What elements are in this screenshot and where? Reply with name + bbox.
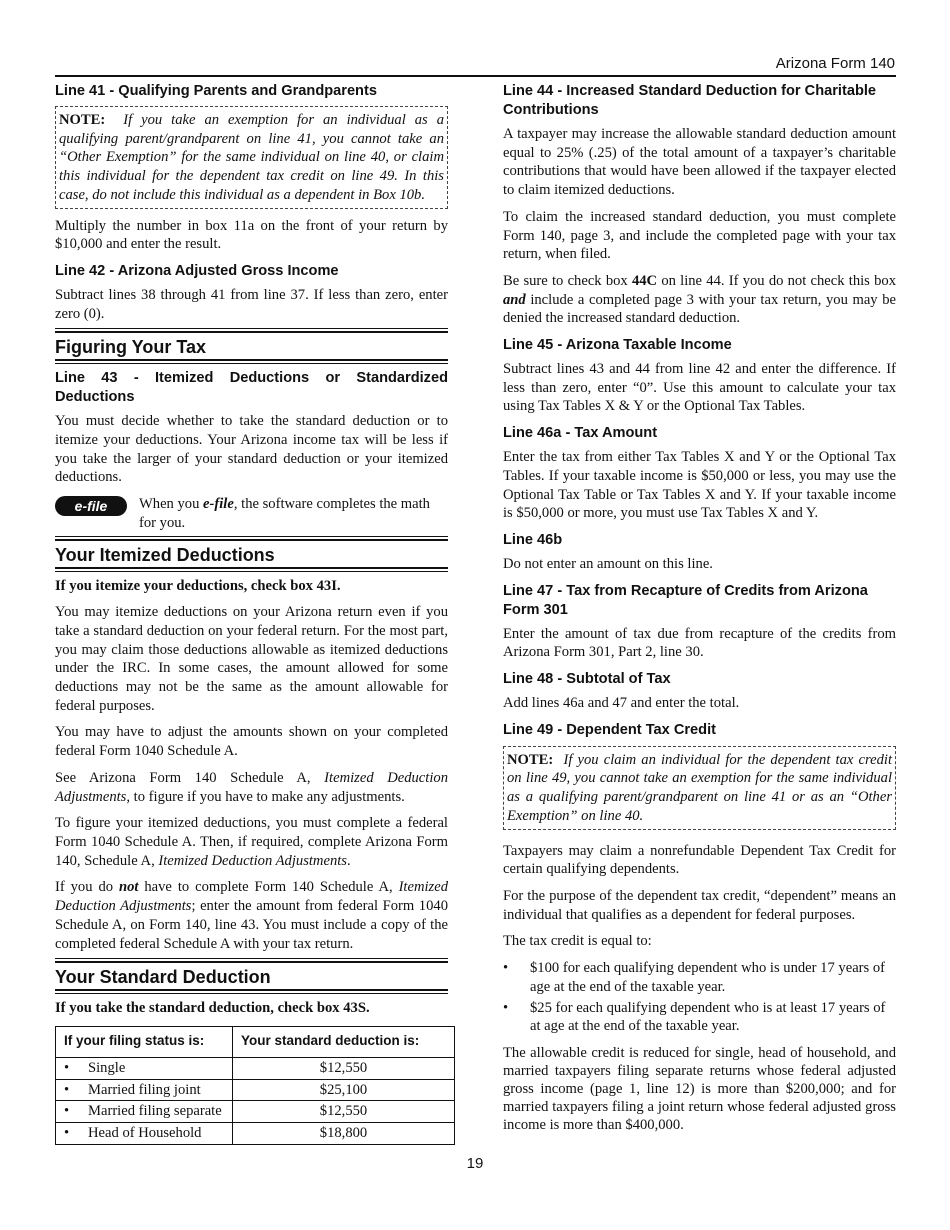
- line41-heading: Line 41 - Qualifying Parents and Grandparents: [55, 83, 377, 99]
- line46a-heading: Line 46a - Tax Amount: [503, 425, 658, 442]
- line43-text: You must decide whether to take the standard deduction or to itemize your deductions. Your Arizona income tax will be less if you take the larger of your standard deduction or your itemized deductions.: [55, 413, 448, 486]
- line47-heading: Line 47 - Tax from Recapture of Credits from Arizona Form 301: [503, 582, 868, 618]
- line46b-heading: Line 46b: [503, 531, 563, 548]
- line45-text: Subtract lines 43 and 44 from line 42 and enter the difference. If less than zero, enter “0”. Use this amount to calculate your tax using Tax Tables X & Y or the Optional Tax Tables.: [503, 361, 896, 415]
- line49-heading: Line 49 - Dependent Tax Credit: [503, 721, 716, 738]
- itemized-paragraph-5: If you do not have to complete Form 140 Schedule A, Itemized Deduction Adjustments; enter the amount from federal Form 1040 Schedule A, on Form 140, line 43. You must include a copy of the completed federal Schedule A with your tax return.: [55, 879, 449, 952]
- line41-text: Multiply the number in box 11a on the front of your return by $10,000 and enter the result.: [55, 217, 448, 253]
- line46b-text: Do not enter an amount on this line.: [503, 555, 713, 572]
- line48-heading: Line 48 - Subtotal of Tax: [503, 671, 671, 688]
- note-label: NOTE:: [59, 112, 106, 128]
- table-header-row: [56, 1026, 455, 1057]
- note-text: If you claim an individual for the dependent tax credit on line 49, you cannot take an exemption for the same individual as a qualifying parent/grandparent on line 41 or as an “Other Exemption” on line 40.: [507, 751, 892, 824]
- table-row: [56, 1057, 455, 1079]
- line41-note: [55, 106, 448, 209]
- efile-callout: [55, 495, 448, 532]
- section-title: Your Itemized Deductions: [55, 544, 275, 565]
- itemized-paragraph-2: You may have to adjust the amounts shown on your completed federal Form 1040 Schedule A.: [55, 724, 448, 760]
- table-header-amount: Your standard deduction is:: [233, 1026, 455, 1057]
- line43-heading: Line 43 - Itemized Deductions or Standardized Deductions: [55, 370, 448, 406]
- itemized-paragraph-1: You may itemize deductions on your Arizona return even if you take a standard deduction on your federal return. For the most part, you may claim those deductions allowable as itemized deductions under the IRC. In some cases, the amount allowed for some deductions may not be the same as the amount allowable for federal purposes.: [55, 604, 448, 714]
- list-item: • $25 for each qualifying dependent who is at least 17 years of at age at the end of the taxable year.: [503, 999, 886, 1035]
- note-text: If you take an exemption for an individual as a qualifying parent/grandparent on line 41, you cannot take an “Other Exemption” for the same individual on line 40, or claim this individual for the dependent tax credit on line 49. In this case, do not include this individual as a dependent in Box 10b.: [59, 112, 445, 203]
- itemized-paragraph-4: To figure your itemized deductions, you must complete a federal Form 1040 Schedule A. Then, if required, complete Arizona Form 140, Schedule A, Itemized Deduction Adjustments.: [55, 815, 448, 869]
- line49-paragraph-2: For the purpose of the dependent tax credit, “dependent” means an individual that qualifies as a dependent for federal purposes.: [503, 887, 896, 923]
- section-figuring-your-tax: [55, 331, 448, 361]
- line47-text: Enter the amount of tax due from recapture of the credits from Arizona Form 301, Part 2, line 30.: [503, 625, 896, 661]
- efile-badge-icon: e-file: [55, 496, 127, 516]
- line48-text: Add lines 46a and 47 and enter the total.: [503, 695, 740, 712]
- page-number: 19: [466, 1155, 484, 1172]
- itemized-check-instruction: If you itemize your deductions, check box 43I.: [55, 577, 341, 594]
- section-itemized-deductions: [55, 539, 448, 569]
- line44-paragraph-3: Be sure to check box 44C on line 44. If you do not check this box and include a completed page 3 with your tax return, you may be denied the increased standard deduction.: [503, 272, 896, 327]
- line44-paragraph-2: To claim the increased standard deduction, you must complete Form 140, page 3, and include the completed page with your tax return, when filed.: [503, 208, 896, 263]
- line49-paragraph-3: The tax credit is equal to:: [503, 933, 652, 950]
- line49-paragraph-1: Taxpayers may claim a nonrefundable Dependent Tax Credit for certain qualifying dependents.: [503, 842, 896, 878]
- table-header-status: If your filing status is:: [56, 1026, 233, 1057]
- table-cell-status: • Head of Household: [56, 1123, 233, 1145]
- form-title: Arizona Form 140: [775, 55, 895, 72]
- header-rule: [55, 75, 896, 77]
- section-standard-deduction: [55, 961, 448, 991]
- note-label: NOTE:: [507, 751, 554, 768]
- line42-text: Subtract lines 38 through 41 from line 37. If less than zero, enter zero (0).: [55, 286, 448, 322]
- line42-heading: Line 42 - Arizona Adjusted Gross Income: [55, 262, 339, 279]
- table-cell-status: • Married filing separate: [56, 1101, 233, 1123]
- line45-heading: Line 45 - Arizona Taxable Income: [503, 337, 732, 354]
- credit-amount-list: [503, 959, 896, 1036]
- right-column: [503, 82, 896, 1142]
- line46a-text: Enter the tax from either Tax Tables X and Y or the Optional Tax Tables. If your taxable income is $50,000 or less, you may use the Optional Tax Table or Tax Tables X and Y. If your taxable income is $50,000 or more, you must use Tax Tables X and Y.: [503, 449, 896, 522]
- table-row: [56, 1123, 455, 1145]
- table-cell-amount: $18,800: [233, 1123, 455, 1145]
- section-title: Figuring Your Tax: [55, 337, 207, 358]
- table-cell-status: • Married filing joint: [56, 1079, 233, 1101]
- list-item: • $100 for each qualifying dependent who is under 17 years of age at the end of the taxable year.: [503, 960, 886, 995]
- standard-check-instruction: If you take the standard deduction, check box 43S.: [55, 1000, 370, 1017]
- table-cell-amount: $12,550: [233, 1101, 455, 1123]
- table-row: [56, 1079, 455, 1101]
- standard-deduction-table: [55, 1026, 455, 1145]
- efile-text: When you e-file, the software completes the math for you.: [139, 496, 430, 531]
- itemized-paragraph-3: See Arizona Form 140 Schedule A, Itemized Deduction Adjustments, to figure if you have to make any adjustments.: [55, 769, 448, 805]
- line44-heading: Line 44 - Increased Standard Deduction for Charitable Contributions: [503, 83, 877, 118]
- line49-note: [503, 746, 896, 830]
- table-cell-amount: $12,550: [233, 1057, 455, 1079]
- table-cell-status: • Single: [56, 1057, 233, 1079]
- table-cell-amount: $25,100: [233, 1079, 455, 1101]
- line49-paragraph-4: The allowable credit is reduced for single, head of household, and married taxpayers filing separate returns whose federal adjusted gross income (page 1, line 12) is more than $200,000; and for married taxpayers filing a joint return whose federal adjusted gross income is more than $400,000.: [503, 1044, 896, 1133]
- table-row: [56, 1101, 455, 1123]
- section-title: Your Standard Deduction: [55, 967, 271, 988]
- left-column: [55, 82, 448, 1145]
- line44-paragraph-1: A taxpayer may increase the allowable standard deduction amount equal to 25% (.25) of the total amount of a taxpayer’s charitable contributions that would have been allowed if the taxpayer elected to claim itemized deductions.: [503, 126, 896, 199]
